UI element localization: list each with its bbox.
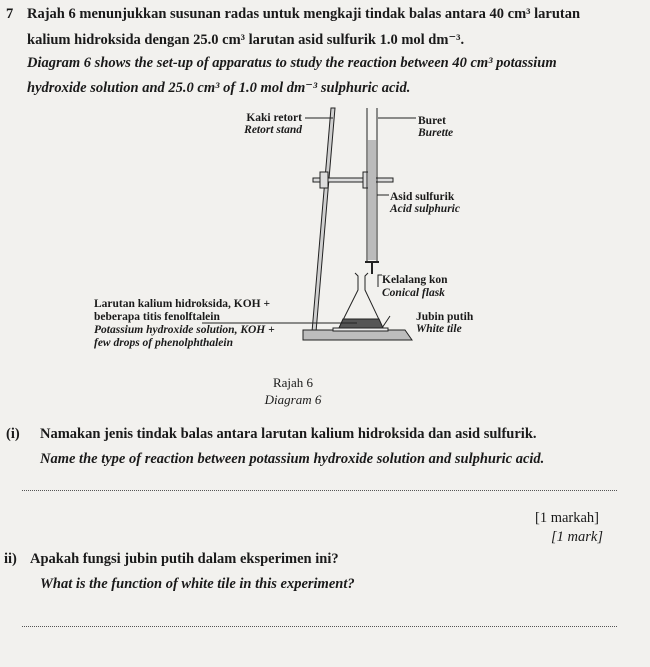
intro-ms-line-2: kalium hidroksida dengan 25.0 cm³ larutan asid sulfurik 1.0 mol dm⁻³. (27, 32, 465, 48)
label-flask-ms: Kelalang kon (382, 274, 448, 286)
part-i-marks-en: [1 mark] (551, 529, 603, 545)
caption-en: Diagram 6 (264, 392, 322, 407)
part-i-label: (i) (6, 426, 20, 442)
intro-en-line-1: Diagram 6 shows the set-up of apparatus to study the reaction between 40 cm³ potassium (27, 55, 557, 71)
label-retort-ms: Kaki retort (246, 112, 302, 124)
part-ii-question-en: What is the function of white tile in this experiment? (40, 576, 355, 592)
caption-ms: Rajah 6 (272, 375, 314, 390)
label-acid-en: Acid sulphuric (390, 203, 460, 215)
part-ii-label: ii) (4, 551, 17, 567)
part-i-question-ms: Namakan jenis tindak balas antara larutan kalium hidroksida dan asid sulfurik. (40, 426, 537, 442)
white-tile (333, 328, 388, 331)
label-retort-en: Retort stand (244, 124, 302, 136)
label-burette-en: Burette (418, 127, 454, 139)
retort-stand-rod (312, 108, 335, 332)
part-ii-question-ms: Apakah fungsi jubin putih dalam eksperimen ini? (30, 551, 339, 567)
burette-acid (368, 140, 376, 260)
part-i-question-en: Name the type of reaction between potassium hydroxide solution and sulphuric acid. (40, 451, 545, 467)
label-koh-en-2: few drops of phenolphthalein (94, 337, 233, 349)
part-i-answer-line[interactable] (22, 490, 617, 491)
question-number: 7 (6, 6, 14, 22)
label-burette-ms: Buret (418, 115, 446, 127)
part-i-marks-ms: [1 markah] (535, 510, 600, 526)
intro-ms-line-1: Rajah 6 menunjukkan susunan radas untuk mengkaji tindak balas antara 40 cm³ larutan (27, 6, 581, 22)
burette-tap (365, 262, 379, 274)
label-koh-ms-2: beberapa titis fenolftalein (94, 311, 220, 323)
label-tile-en: White tile (416, 323, 462, 335)
label-tile-ms: Jubin putih (416, 311, 474, 323)
part-ii-answer-line[interactable] (22, 626, 617, 627)
label-koh-ms-1: Larutan kalium hidroksida, KOH + (94, 298, 271, 310)
intro-en-line-2: hydroxide solution and 25.0 cm³ of 1.0 mol dm⁻³ sulphuric acid. (27, 80, 411, 96)
label-flask-en: Conical flask (382, 287, 445, 299)
label-koh-en-1: Potassium hydroxide solution, KOH + (94, 324, 275, 336)
label-acid-ms: Asid sulfurik (390, 191, 455, 203)
